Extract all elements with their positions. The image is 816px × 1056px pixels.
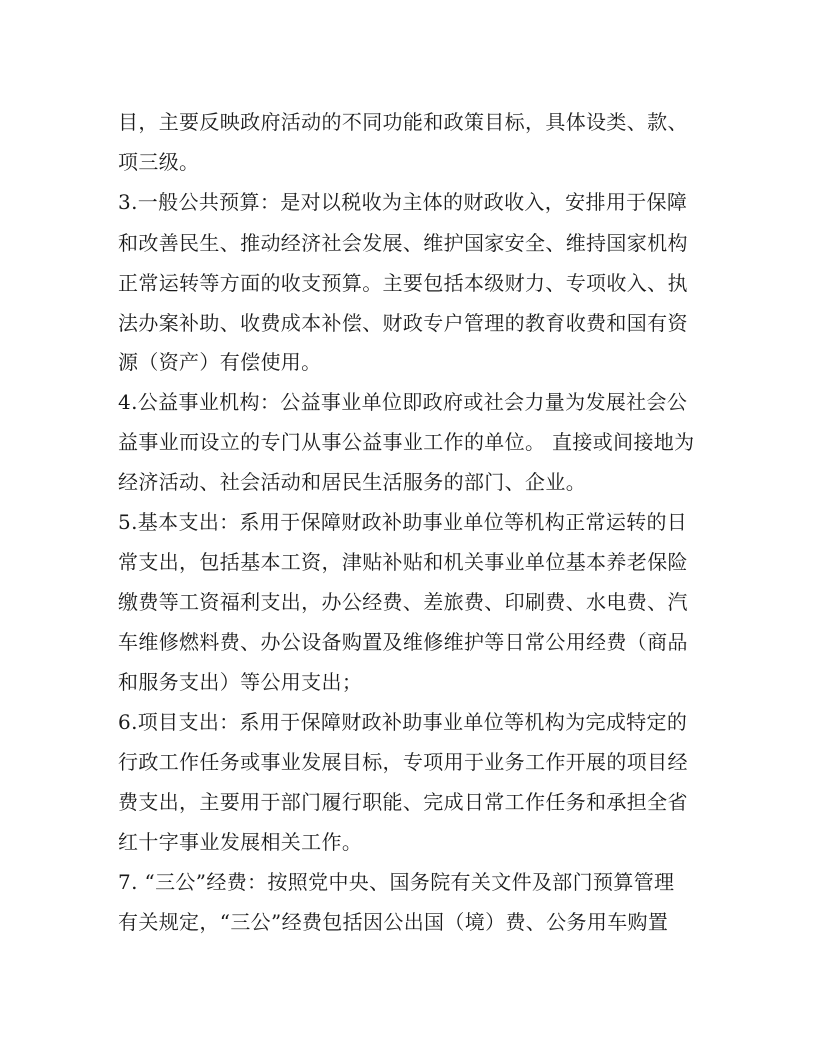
text-line: 7. “三公”经费：按照党中央、国务院有关文件及部门预算管理 xyxy=(118,870,675,894)
text-line: 行政工作任务或事业发展目标，专项用于业务工作开展的项目经 xyxy=(118,750,688,774)
text-line: 费支出，主要用于部门履行职能、完成日常工作任务和承担全省 xyxy=(118,790,688,814)
text-line: 红十字事业发展相关工作。 xyxy=(118,830,363,854)
text-line: 和改善民生、推动经济社会发展、维护国家安全、维持国家机构 xyxy=(118,231,688,255)
text-line: 源（资产）有偿使用。 xyxy=(118,350,322,374)
text-line: 车维修燃料费、办公设备购置及维修维护等日常公用经费（商品 xyxy=(118,630,688,654)
text-line: 和服务支出）等公用支出； xyxy=(118,670,363,694)
text-line: 正常运转等方面的收支预算。主要包括本级财力、专项收入、执 xyxy=(118,271,688,295)
text-line: 经济活动、社会活动和居民生活服务的部门、企业。 xyxy=(118,470,587,494)
text-line: 益事业而设立的专门从事公益事业工作的单位。 直接或间接地为 xyxy=(118,430,695,454)
text-line: 目，主要反映政府活动的不同功能和政策目标，具体设类、款、 xyxy=(118,110,688,134)
text-line: 4.公益事业机构：公益事业单位即政府或社会力量为发展社会公 xyxy=(118,390,688,414)
text-line: 法办案补助、收费成本补偿、财政专户管理的教育收费和国有资 xyxy=(118,311,688,335)
text-line: 6.项目支出：系用于保障财政补助事业单位等机构为完成特定的 xyxy=(118,710,688,734)
text-line: 常支出，包括基本工资，津贴补贴和机关事业单位基本养老保险 xyxy=(118,550,688,574)
text-line: 5.基本支出：系用于保障财政补助事业单位等机构正常运转的日 xyxy=(118,510,688,534)
text-line: 3.一般公共预算：是对以税收为主体的财政收入，安排用于保障 xyxy=(118,190,688,214)
text-line: 缴费等工资福利支出，办公经费、差旅费、印刷费、水电费、汽 xyxy=(118,590,688,614)
text-line: 有关规定，“三公”经费包括因公出国（境）费、公务用车购置 xyxy=(118,910,669,934)
text-line: 项三级。 xyxy=(118,150,200,174)
